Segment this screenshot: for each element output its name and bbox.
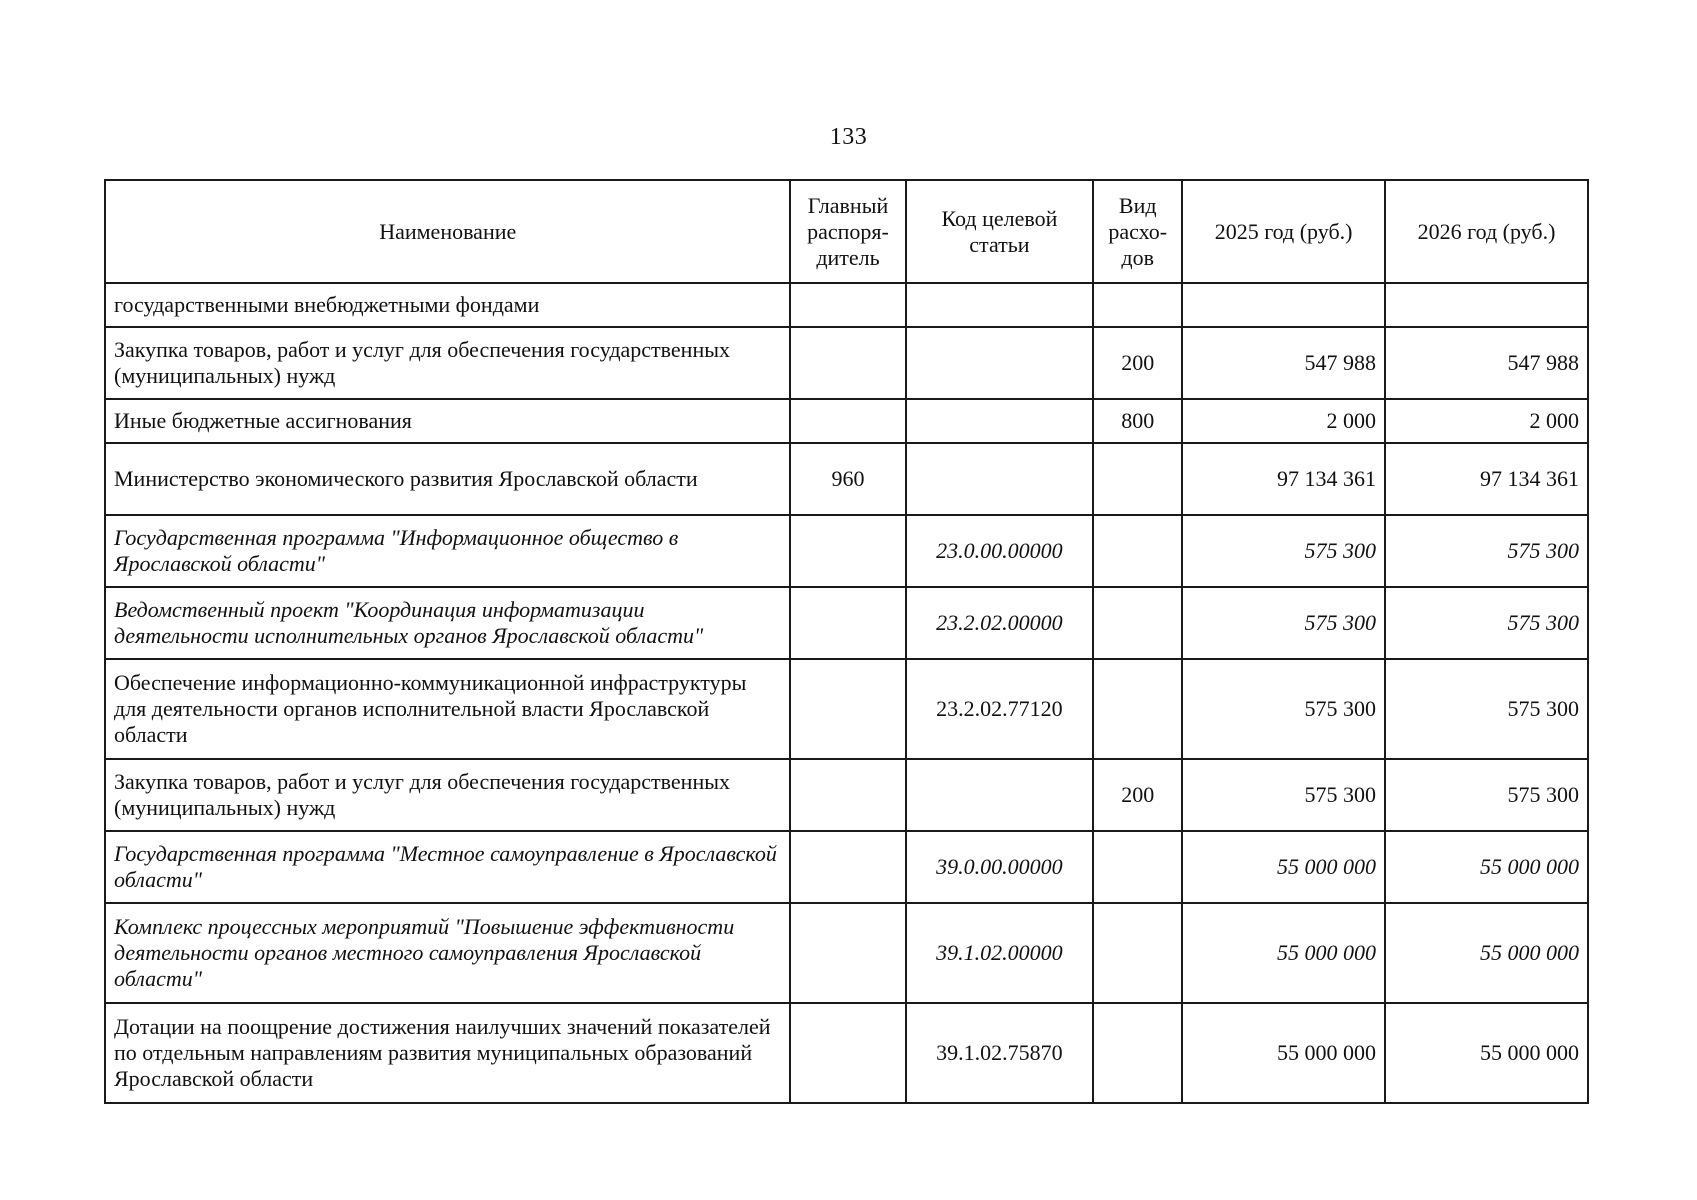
cell-chief-administrator	[790, 903, 905, 1003]
cell-year-2025: 575 300	[1182, 759, 1385, 831]
cell-target-code: 39.1.02.75870	[906, 1003, 1094, 1103]
table-row	[105, 327, 1588, 399]
cell-name: Министерство экономического развития Ярославской области	[105, 443, 790, 515]
table-row	[105, 831, 1588, 903]
cell-target-code	[906, 759, 1094, 831]
cell-target-code	[906, 327, 1094, 399]
header-target-code: Код целевой статьи	[906, 180, 1094, 283]
table-row	[105, 399, 1588, 443]
cell-expense-kind	[1093, 659, 1182, 759]
cell-year-2026: 55 000 000	[1385, 1003, 1588, 1103]
header-name: Наименование	[105, 180, 790, 283]
cell-chief-administrator	[790, 399, 905, 443]
cell-year-2026: 55 000 000	[1385, 903, 1588, 1003]
cell-expense-kind	[1093, 587, 1182, 659]
cell-year-2026: 575 300	[1385, 759, 1588, 831]
cell-year-2026: 2 000	[1385, 399, 1588, 443]
cell-chief-administrator	[790, 1003, 905, 1103]
cell-year-2025: 575 300	[1182, 515, 1385, 587]
cell-chief-administrator	[790, 659, 905, 759]
cell-chief-administrator	[790, 587, 905, 659]
cell-year-2026: 575 300	[1385, 587, 1588, 659]
cell-year-2025: 55 000 000	[1182, 1003, 1385, 1103]
cell-expense-kind	[1093, 1003, 1182, 1103]
cell-year-2025: 547 988	[1182, 327, 1385, 399]
cell-year-2026: 575 300	[1385, 515, 1588, 587]
table-row	[105, 443, 1588, 515]
cell-chief-administrator: 960	[790, 443, 905, 515]
table-body	[105, 283, 1588, 1103]
cell-target-code	[906, 443, 1094, 515]
table-row	[105, 283, 1588, 327]
cell-target-code: 39.1.02.00000	[906, 903, 1094, 1003]
table-header-row	[105, 180, 1588, 283]
cell-year-2026: 55 000 000	[1385, 831, 1588, 903]
header-chief-administrator: Главный распоря-дитель	[790, 180, 905, 283]
cell-name: Комплекс процессных мероприятий "Повышение эффективности деятельности органов местного самоуправления Ярославской области"	[105, 903, 790, 1003]
page-number: 133	[829, 124, 868, 150]
cell-year-2025	[1182, 283, 1385, 327]
header-year-2026: 2026 год (руб.)	[1385, 180, 1588, 283]
cell-year-2026: 575 300	[1385, 659, 1588, 759]
cell-target-code: 23.0.00.00000	[906, 515, 1094, 587]
cell-name: Государственная программа "Местное самоуправление в Ярославской области"	[105, 831, 790, 903]
cell-name: Государственная программа "Информационное общество в Ярославской области"	[105, 515, 790, 587]
cell-chief-administrator	[790, 283, 905, 327]
cell-name: Ведомственный проект "Координация информатизации деятельности исполнительных органов Ярославской области"	[105, 587, 790, 659]
table-row	[105, 759, 1588, 831]
table-row	[105, 587, 1588, 659]
cell-chief-administrator	[790, 327, 905, 399]
cell-expense-kind: 200	[1093, 759, 1182, 831]
cell-target-code	[906, 283, 1094, 327]
table-row	[105, 659, 1588, 759]
cell-expense-kind	[1093, 443, 1182, 515]
cell-year-2025: 575 300	[1182, 587, 1385, 659]
cell-year-2025: 55 000 000	[1182, 831, 1385, 903]
cell-chief-administrator	[790, 515, 905, 587]
table-row	[105, 515, 1588, 587]
cell-year-2026: 547 988	[1385, 327, 1588, 399]
table-row	[105, 1003, 1588, 1103]
cell-chief-administrator	[790, 831, 905, 903]
cell-expense-kind	[1093, 283, 1182, 327]
cell-expense-kind	[1093, 903, 1182, 1003]
header-year-2025: 2025 год (руб.)	[1182, 180, 1385, 283]
header-expense-kind: Вид расхо-дов	[1093, 180, 1182, 283]
cell-year-2025: 575 300	[1182, 659, 1385, 759]
cell-year-2025: 2 000	[1182, 399, 1385, 443]
cell-name: государственными внебюджетными фондами	[105, 283, 790, 327]
cell-target-code: 23.2.02.77120	[906, 659, 1094, 759]
cell-year-2025: 97 134 361	[1182, 443, 1385, 515]
cell-target-code: 23.2.02.00000	[906, 587, 1094, 659]
cell-chief-administrator	[790, 759, 905, 831]
cell-target-code: 39.0.00.00000	[906, 831, 1094, 903]
budget-table	[104, 179, 1589, 1104]
cell-name: Обеспечение информационно-коммуникационной инфраструктуры для деятельности органов исполнительной власти Ярославской области	[105, 659, 790, 759]
cell-name: Дотации на поощрение достижения наилучших значений показателей по отдельным направлениям развития муниципальных образований Ярославской области	[105, 1003, 790, 1103]
cell-year-2026: 97 134 361	[1385, 443, 1588, 515]
cell-name: Закупка товаров, работ и услуг для обеспечения государственных (муниципальных) нужд	[105, 327, 790, 399]
cell-target-code	[906, 399, 1094, 443]
cell-year-2025: 55 000 000	[1182, 903, 1385, 1003]
cell-expense-kind: 800	[1093, 399, 1182, 443]
cell-expense-kind	[1093, 515, 1182, 587]
cell-expense-kind: 200	[1093, 327, 1182, 399]
cell-year-2026	[1385, 283, 1588, 327]
table-row	[105, 903, 1588, 1003]
cell-name: Иные бюджетные ассигнования	[105, 399, 790, 443]
cell-expense-kind	[1093, 831, 1182, 903]
cell-name: Закупка товаров, работ и услуг для обеспечения государственных (муниципальных) нужд	[105, 759, 790, 831]
